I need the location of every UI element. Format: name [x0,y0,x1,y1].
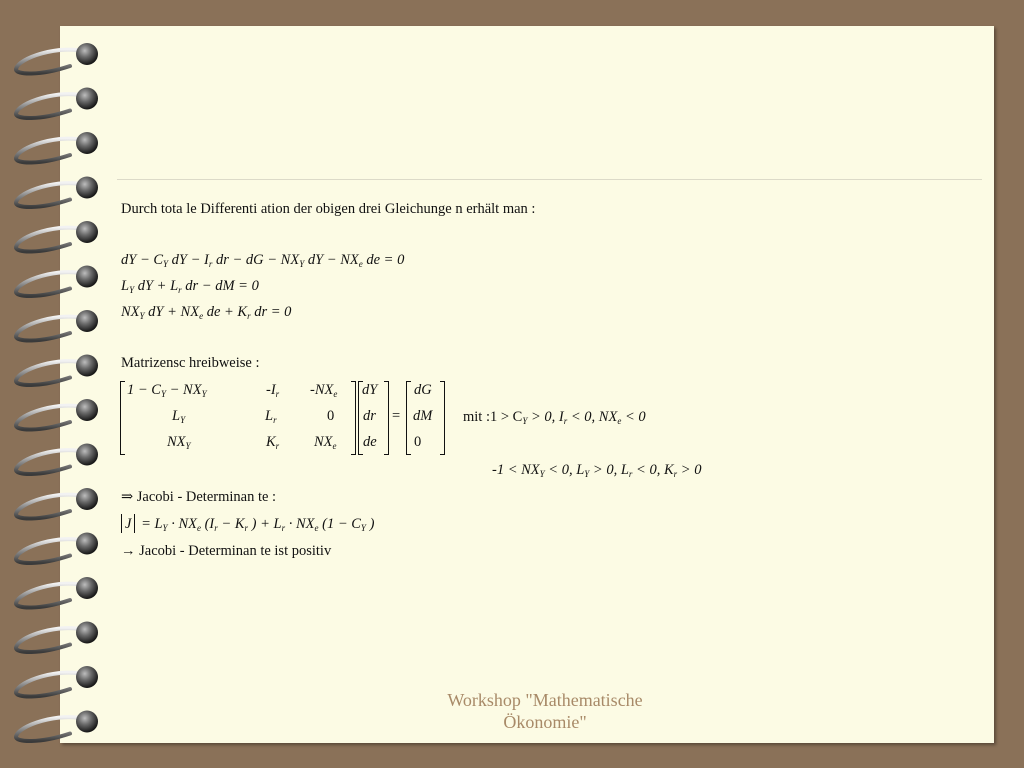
jacobi-line: ⇒ Jacobi - Determinan te : [121,489,277,505]
spiral-coil [16,361,86,385]
equation-2: $L_Y$ dY + $L_r$ dr − dM = 0 [121,278,259,295]
binding-hole [76,399,98,421]
equation-3: $NX_Y$ dY + $NX_e$ de + $K_r$ dr = 0 [121,304,292,321]
spiral-coil [16,539,86,563]
spiral-binding-icon [0,0,120,768]
binding-hole [76,488,98,510]
matrix-cell-3-1: $NX_Y$ [167,434,191,451]
header-rule [117,179,982,180]
spiral-coil [16,628,86,652]
binding-hole [76,355,98,377]
footer-line-1: Workshop "Mathematische [447,690,643,710]
spiral-coil [16,272,86,296]
equation-1: dY − $C_Y$ dY − $I_r$ dr − dG − $NX_Y$ dY − $NX_e$ de = 0 [121,252,405,269]
matrix-cell-2-1: $L_Y$ [172,408,186,425]
matrix-cell-3-2: $K_r$ [266,434,280,451]
matrix-cell-1-3: $-NX_e$ [310,382,338,399]
matrix-cell-2-3: 0 [327,408,335,424]
spiral-coil [16,94,86,118]
binding-hole [76,266,98,288]
footer-line-2: Ökonomie" [503,712,587,732]
binding-hole [76,43,98,65]
spiral-coil [16,317,86,341]
condition-line-1: mit :1 > $C_Y > 0$, $I_r < 0$, $NX_e < 0$ [463,409,646,426]
binding-hole [76,310,98,332]
matrix-cell-2-2: $L_r$ [265,408,277,425]
binding-hole [76,533,98,555]
binding-hole [76,88,98,110]
matrix-cell-1-1: $1 - C_Y - NX_Y$ [127,382,207,399]
spiral-coil [16,717,86,741]
conclusion-line: → Jacobi - Determinan te ist positiv [121,543,332,559]
spiral-coil [16,50,86,74]
matrix-equals: = [392,408,401,424]
condition-line-2: $-1 < NX_Y < 0$, $L_Y > 0$, $L_r < 0$, $K_r > 0$ [492,462,702,479]
spiral-coil [16,673,86,697]
binding-hole [76,666,98,688]
binding-hole [76,132,98,154]
binding-hole [76,177,98,199]
binding-hole [76,711,98,733]
matrix-cell-1-2: $-I_r$ [266,382,280,399]
spiral-coil [16,450,86,474]
determinant-formula: $J = L_Y \cdot NX_e$ ($I_r - K_r$ ) + $L_r \cdot NX_e$ ($1 - C_Y$ ) [125,516,375,533]
spiral-coil [16,406,86,430]
intro-line: Durch tota le Differenti ation der obigen drei Gleichunge n erhält man : [121,201,536,217]
binding-hole [76,577,98,599]
spiral-coil [16,183,86,207]
binding-hole [76,622,98,644]
spiral-coil [16,139,86,163]
spiral-coil [16,228,86,252]
binding-hole [76,444,98,466]
spiral-coil [16,495,86,519]
spiral-coil [16,584,86,608]
matrix-label: Matrizensc hreibweise : [121,355,260,371]
footer-title [420,689,670,733]
matrix-cell-3-3: $NX_e$ [314,434,337,451]
binding-hole [76,221,98,243]
